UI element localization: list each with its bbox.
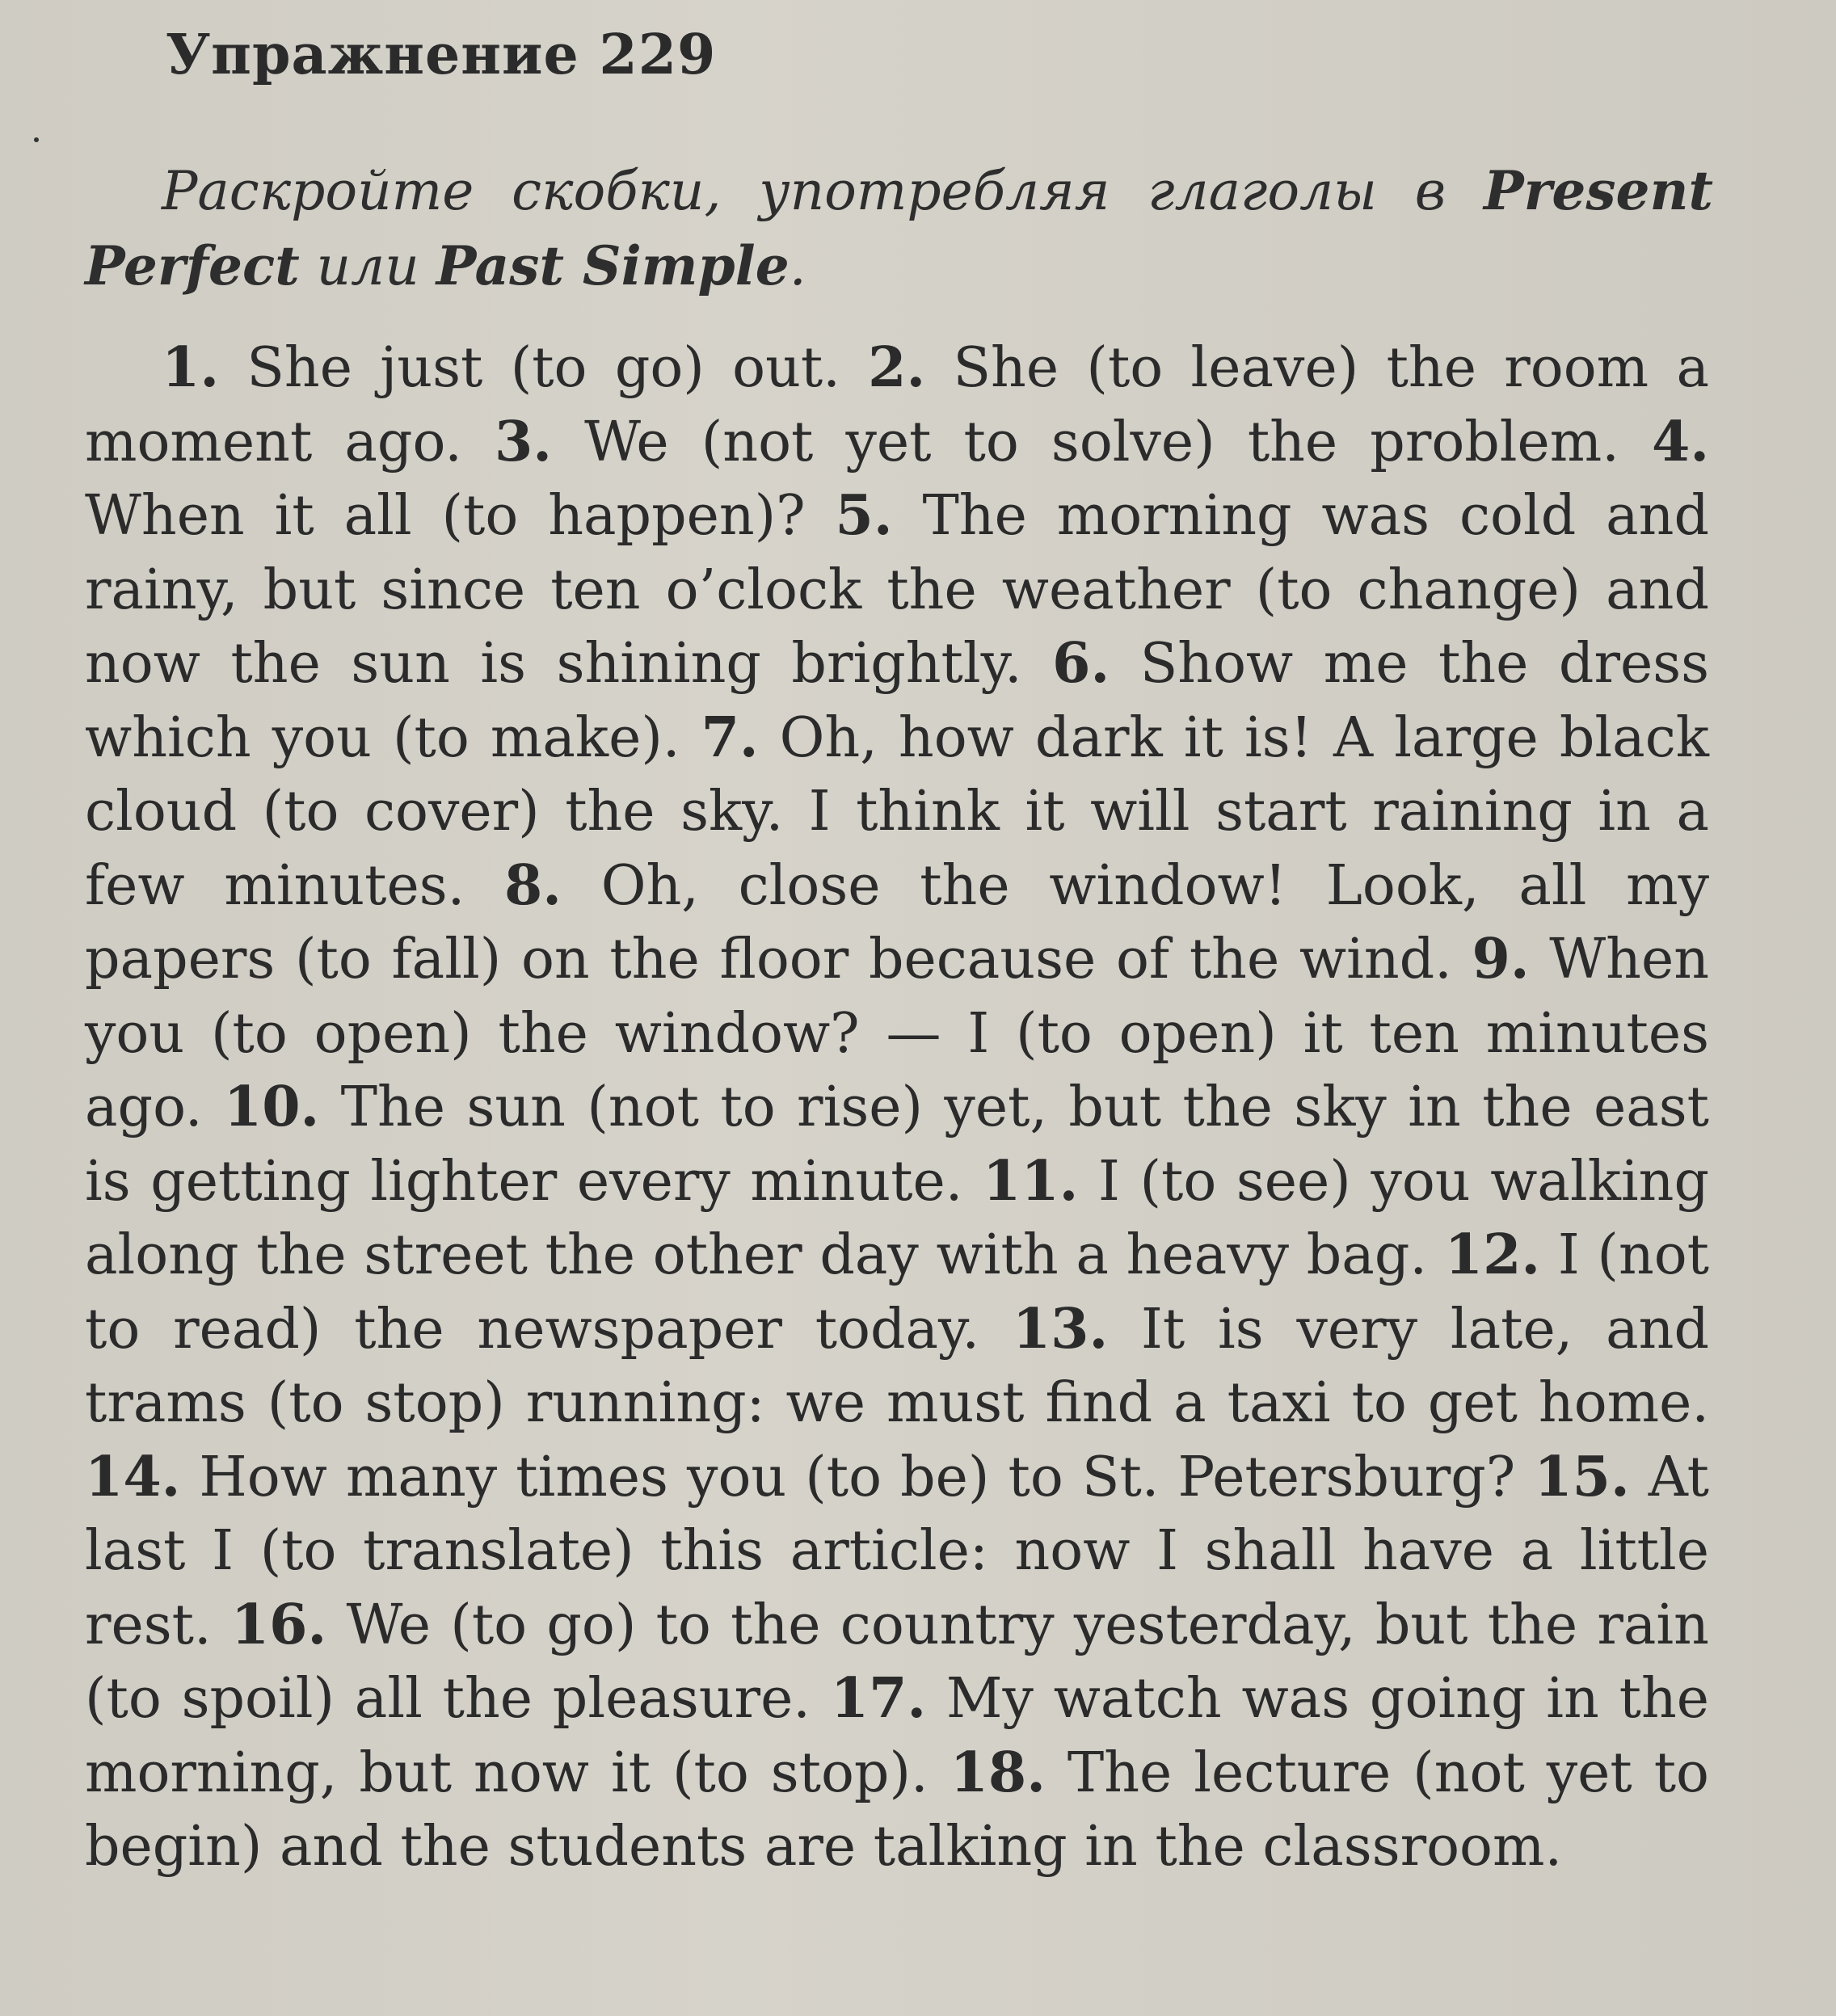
exercise-item-text: Oh, close the window! Look, all my papers (to fall) on the floor because of the wind. [85, 853, 1709, 991]
exercise-item-number: 6. [1052, 631, 1110, 696]
exercise-item-text: At last I (to translate) this article: now I shall have a little rest. [85, 1445, 1709, 1657]
instruction-term-present-perfect: Present Perfect [85, 159, 1713, 297]
instruction-text-before: Раскройте скобки, употребляя глаголы в [162, 160, 1484, 222]
exercise-item-number: 9. [1472, 927, 1530, 991]
exercise-item-number: 3. [494, 409, 552, 474]
exercise-item-number: 8. [503, 852, 562, 918]
exercise-item-number: 18. [950, 1740, 1046, 1805]
exercise-item-text: We (not yet to solve) the problem. [584, 410, 1619, 474]
exercise-instruction [85, 154, 1713, 304]
exercise-item-text: The morning was cold and rainy, but since ten o’clock the weather (to change) and now the sun is shining brightly. [85, 484, 1709, 696]
exercise-body [85, 331, 1709, 1884]
exercise-item-number: 16. [230, 1592, 327, 1657]
exercise-item-text: How many times you (to be) to St. Petersburg? [199, 1445, 1516, 1509]
exercise-item-text: Oh, how dark it is! A large black cloud (to cover) the sky. I think it will start raining in a few minutes. [85, 705, 1709, 918]
exercise-item-number: 13. [1012, 1296, 1109, 1362]
exercise-item [85, 1446, 1515, 1509]
exercise-item-number: 2. [868, 335, 926, 400]
exercise-item-text: My watch was going in the morning, but now it (to stop). [85, 1667, 1709, 1805]
instruction-text-middle: или [299, 235, 436, 297]
instruction-text-after: . [789, 235, 806, 297]
exercise-item-text: The sun (not to rise) yet, but the sky in the east is getting lighter every minute. [85, 1075, 1710, 1214]
exercise-item-text: Show me the dress which you (to make). [85, 632, 1709, 770]
exercise-heading: Упражнение 229 [166, 23, 717, 87]
exercise-item-text: We (to go) to the country yesterday, but the rain (to spoil) all the pleasure. [85, 1593, 1709, 1731]
exercise-item [495, 410, 1619, 474]
exercise-item-number: 14. [85, 1444, 181, 1509]
exercise-item-number: 7. [701, 705, 759, 770]
exercise-item-text: It is very late, and trams (to stop) running: we must find a taxi to get home. [85, 1297, 1709, 1435]
exercise-item-number: 4. [1652, 409, 1710, 474]
exercise-item-number: 1. [162, 335, 219, 400]
exercise-item-text: I (not to read) the newspaper today. [85, 1223, 1710, 1362]
instruction-term-past-simple: Past Simple [436, 234, 790, 297]
exercise-item-number: 12. [1444, 1223, 1541, 1287]
exercise-item-number: 10. [223, 1075, 320, 1139]
exercise-item-number: 5. [835, 483, 893, 548]
exercise-item-number: 15. [1534, 1444, 1630, 1509]
exercise-item-text: When it all (to happen)? [85, 484, 806, 548]
exercise-item-text: When you (to open) the window? — I (to open) it ten minutes ago. [85, 928, 1710, 1139]
print-speck [34, 137, 39, 142]
exercise-item-number: 11. [983, 1148, 1079, 1214]
exercise-item-text: I (to see) you walking along the street the other day with a heavy bag. [85, 1149, 1709, 1287]
exercise-item-text: The lecture (not yet to begin) and the students are talking in the classroom. [85, 1740, 1709, 1879]
exercise-item-number: 17. [830, 1666, 927, 1731]
exercise-item-text: She (to leave) the room a moment ago. [85, 336, 1709, 474]
exercise-item-text: She just (to go) out. [246, 336, 840, 400]
exercise-item [162, 336, 840, 400]
